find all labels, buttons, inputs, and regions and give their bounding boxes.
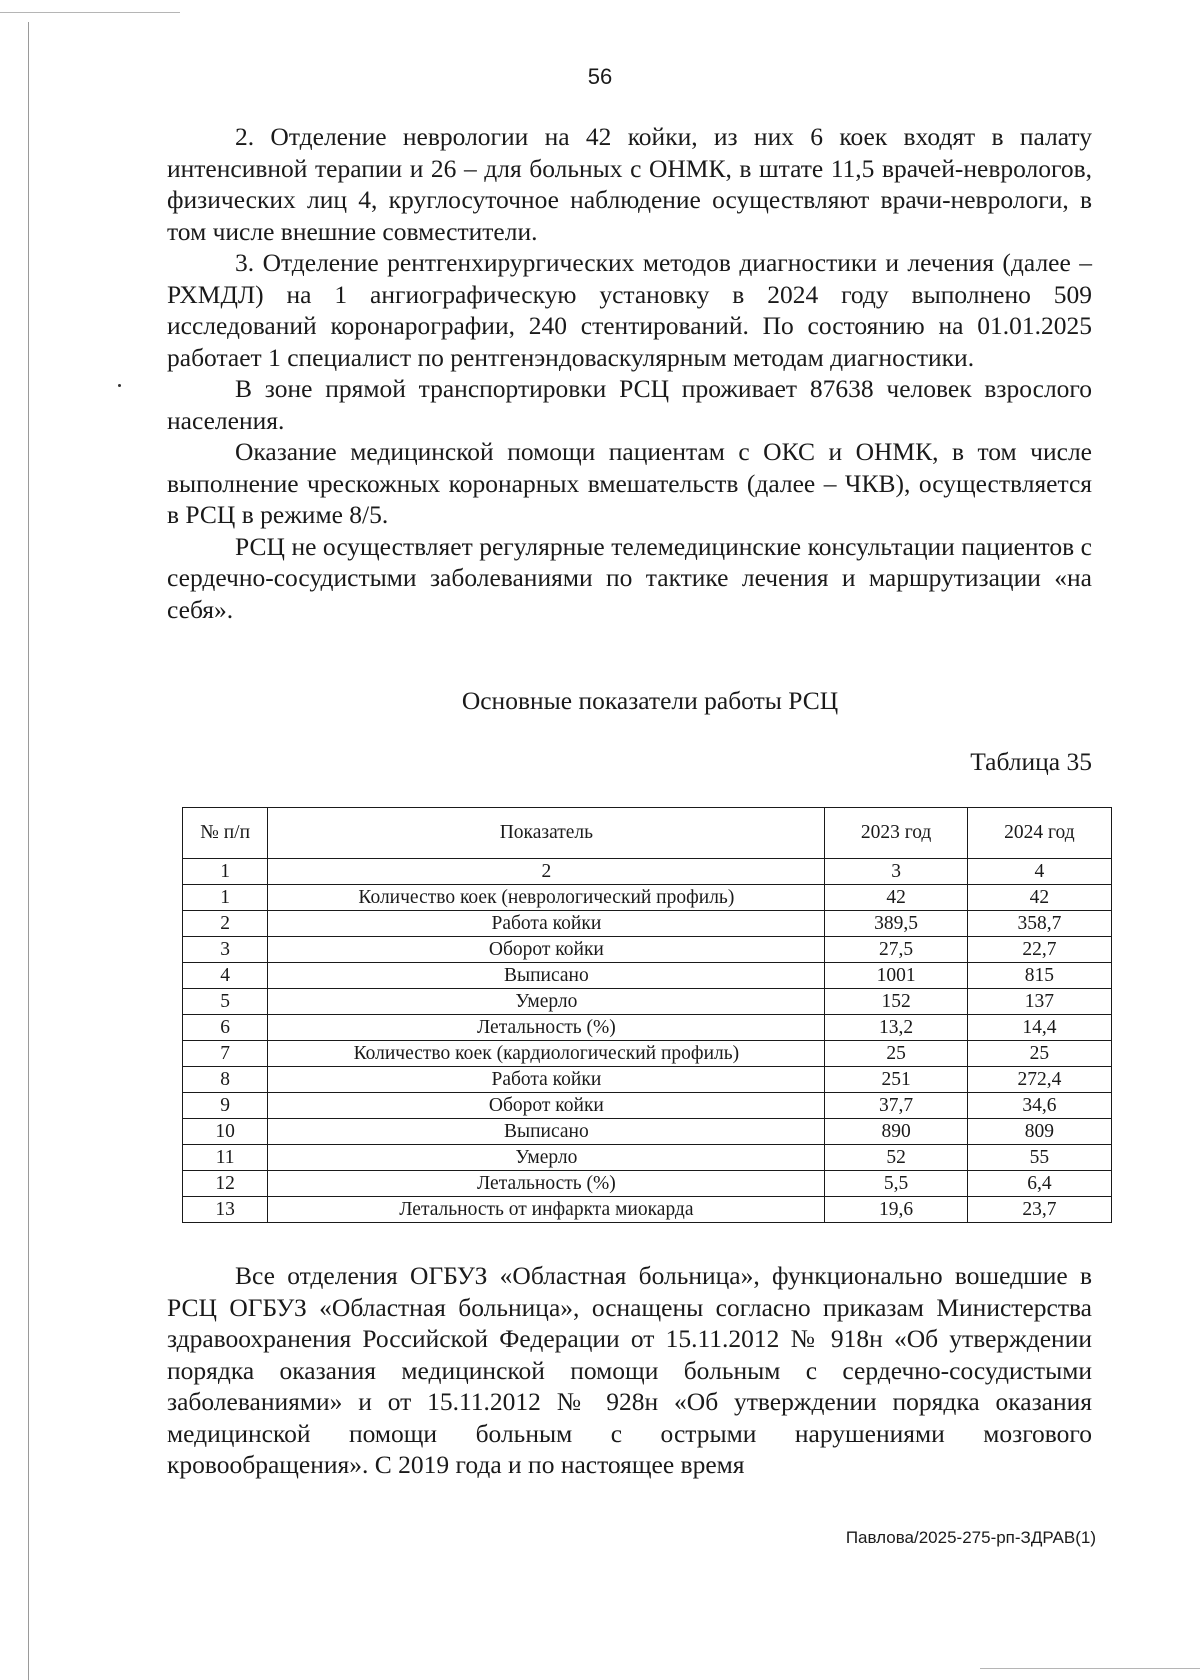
table-label: Таблица 35: [970, 747, 1092, 776]
table-row: [183, 1067, 1112, 1093]
row-value-2024: 55: [967, 1145, 1111, 1171]
table-row: [183, 1197, 1112, 1223]
row-value-2023: 1001: [825, 963, 967, 989]
scan-speck: [118, 384, 121, 387]
header-indicator: Показатель: [268, 808, 825, 859]
table-row: [183, 937, 1112, 963]
row-value-2024: 22,7: [967, 937, 1111, 963]
row-value-2024: 137: [967, 989, 1111, 1015]
row-value-2024: 23,7: [967, 1197, 1111, 1223]
table-row: [183, 963, 1112, 989]
indicators-table: [182, 807, 1112, 1223]
row-value-2024: 14,4: [967, 1015, 1111, 1041]
row-indicator: Работа койки: [268, 911, 825, 937]
paragraph-equipment-orders: Все отделения ОГБУЗ «Областная больница», функционально вошедшие в РСЦ ОГБУЗ «Областная больница», оснащены согласно приказам Министерства здравоохранения Российской Федерации от 15.11.2012 № 918н «Об утверждении порядка оказания медицинской помощи больным с сердечно-сосудистыми заболеваниями» и от 15.11.2012 № 928н «Об утверждении порядка оказания медицинской помощи больным с острыми нарушениями мозгового кровообращения». С 2019 года и по настоящее время: [167, 1261, 1092, 1479]
row-value-2024: 6,4: [967, 1171, 1111, 1197]
row-value-2023: 890: [825, 1119, 967, 1145]
row-value-2023: 27,5: [825, 937, 967, 963]
table-row: [183, 1145, 1112, 1171]
table-row: [183, 911, 1112, 937]
table-header-row: [183, 808, 1112, 859]
scan-edge-top: [0, 12, 180, 13]
paragraph-neurology: 2. Отделение неврологии на 42 койки, из них 6 коек входят в палату интенсивной терапии и 26 – для больных с ОНМК, в штате 11,5 врачей-неврологов, физических лиц 4, круглосуточное наблюдение осуществляют врачи-неврологи, в том числе внешние совместители.: [167, 122, 1092, 246]
row-value-2023: 19,6: [825, 1197, 967, 1223]
header-year-2024: 2024 год: [967, 808, 1111, 859]
row-number: 8: [183, 1067, 268, 1093]
column-number: 1: [183, 859, 268, 885]
row-indicator: Летальность (%): [268, 1171, 825, 1197]
column-number-row: [183, 859, 1112, 885]
row-value-2023: 251: [825, 1067, 967, 1093]
row-number: 9: [183, 1093, 268, 1119]
row-number: 12: [183, 1171, 268, 1197]
paragraph-care-mode: Оказание медицинской помощи пациентам с ОКС и ОНМК, в том числе выполнение чрескожных коронарных вмешательств (далее – ЧКВ), осуществляется в РСЦ в режиме 8/5.: [167, 437, 1092, 529]
row-value-2024: 25: [967, 1041, 1111, 1067]
row-indicator: Выписано: [268, 963, 825, 989]
paragraph-telemedicine: РСЦ не осуществляет регулярные телемедицинские консультации пациентов с сердечно-сосудистыми заболеваниями по тактике лечения и маршрутизации «на себя».: [167, 531, 1092, 624]
page-number: 56: [587, 64, 613, 89]
row-indicator: Количество коек (кардиологический профиль): [268, 1041, 825, 1067]
column-number: 4: [967, 859, 1111, 885]
row-value-2023: 42: [825, 885, 967, 911]
row-indicator: Работа койки: [268, 1067, 825, 1093]
header-number: № п/п: [183, 808, 268, 859]
scan-edge-left: [28, 22, 29, 1680]
row-value-2023: 13,2: [825, 1015, 967, 1041]
row-indicator: Выписано: [268, 1119, 825, 1145]
table-title: Основные показатели работы РСЦ: [461, 686, 839, 715]
row-value-2023: 389,5: [825, 911, 967, 937]
table-row: [183, 989, 1112, 1015]
row-number: 6: [183, 1015, 268, 1041]
row-indicator: Летальность от инфаркта миокарда: [268, 1197, 825, 1223]
row-value-2024: 809: [967, 1119, 1111, 1145]
table-row: [183, 1093, 1112, 1119]
row-number: 5: [183, 989, 268, 1015]
row-value-2023: 52: [825, 1145, 967, 1171]
row-indicator: Умерло: [268, 989, 825, 1015]
row-number: 13: [183, 1197, 268, 1223]
row-value-2024: 272,4: [967, 1067, 1111, 1093]
column-number: 2: [268, 859, 825, 885]
row-value-2024: 815: [967, 963, 1111, 989]
row-value-2024: 42: [967, 885, 1111, 911]
row-number: 7: [183, 1041, 268, 1067]
row-indicator: Оборот койки: [268, 937, 825, 963]
row-number: 3: [183, 937, 268, 963]
row-number: 4: [183, 963, 268, 989]
paragraph-transport-zone: В зоне прямой транспортировки РСЦ проживает 87638 человек взрослого населения.: [167, 374, 1092, 435]
column-number: 3: [825, 859, 967, 885]
row-number: 2: [183, 911, 268, 937]
row-indicator: Оборот койки: [268, 1093, 825, 1119]
table-row: [183, 1015, 1112, 1041]
row-number: 10: [183, 1119, 268, 1145]
table-row: [183, 1041, 1112, 1067]
body-text-bottom: [167, 1260, 1092, 1481]
row-indicator: Количество коек (неврологический профиль): [268, 885, 825, 911]
table-row: [183, 1119, 1112, 1145]
document-code: Павлова/2025-275-рп-ЗДРАВ(1): [845, 1528, 1096, 1547]
row-indicator: Умерло: [268, 1145, 825, 1171]
row-value-2023: 37,7: [825, 1093, 967, 1119]
row-indicator: Летальность (%): [268, 1015, 825, 1041]
row-value-2024: 34,6: [967, 1093, 1111, 1119]
scan-edge-bottom: [980, 1668, 1200, 1669]
table-row: [183, 1171, 1112, 1197]
paragraph-rhmdl: 3. Отделение рентгенхирургических методов диагностики и лечения (далее – РХМДЛ) на 1 ангиографическую установку в 2024 году выполнено 509 исследований коронарографии, 240 стентирований. По состоянию на 01.01.2025 работает 1 специалист по рентгенэндоваскулярным методам диагностики.: [167, 248, 1092, 372]
row-value-2023: 25: [825, 1041, 967, 1067]
body-text-top: [167, 121, 1092, 625]
header-year-2023: 2023 год: [825, 808, 967, 859]
row-number: 1: [183, 885, 268, 911]
row-value-2023: 152: [825, 989, 967, 1015]
row-number: 11: [183, 1145, 268, 1171]
row-value-2023: 5,5: [825, 1171, 967, 1197]
row-value-2024: 358,7: [967, 911, 1111, 937]
table-row: [183, 885, 1112, 911]
